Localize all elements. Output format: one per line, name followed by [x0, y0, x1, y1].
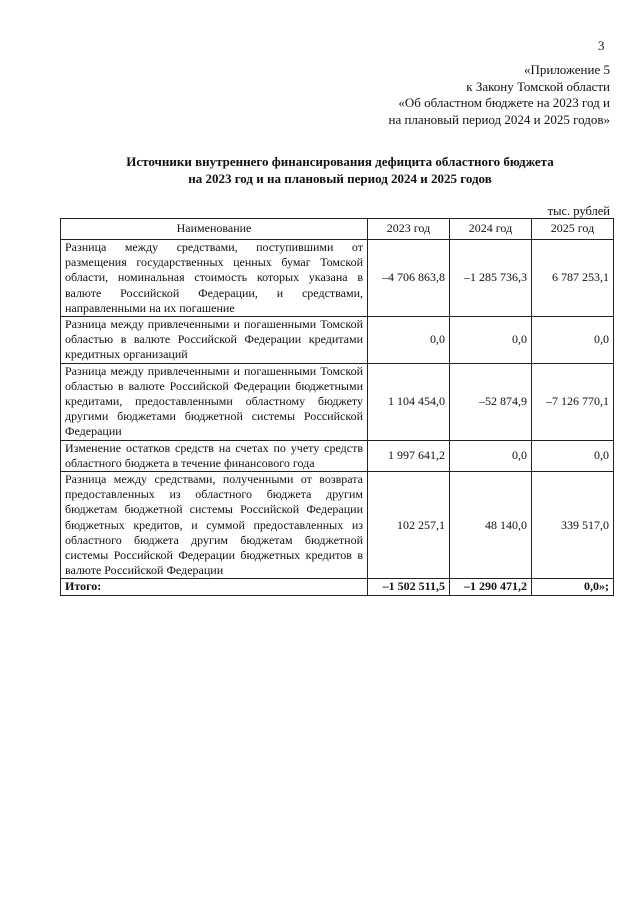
- row-name: Изменение остатков средств на счетах по учету средств областного бюджета в течение финансового года: [61, 440, 368, 471]
- unit-label: тыс. рублей: [547, 204, 610, 218]
- value-2023: 0,0: [368, 317, 450, 364]
- total-2024: –1 290 471,2: [450, 579, 532, 595]
- value-2025: 339 517,0: [532, 472, 614, 579]
- column-header-2023: 2023 год: [368, 219, 450, 240]
- row-name: Разница между привлеченными и погашенными Томской областью в валюте Российской Федерации кредитами кредитных организаций: [61, 317, 368, 364]
- value-2024: 0,0: [450, 440, 532, 471]
- value-2023: 1 104 454,0: [368, 363, 450, 440]
- appendix-line: «Приложение 5: [523, 62, 610, 77]
- appendix-line: на плановый период 2024 и 2025 годов»: [388, 111, 610, 127]
- row-name: Разница между средствами, полученными от возврата предоставленных из областного бюджета другим бюджетам бюджетной системы Российской Федерации бюджетных кредитов, и суммой предоставленных из областного бюджета другим бюджетам бюджетной системы Российской Федерации бюджетных кредитов в валюте Российской Федерации: [61, 472, 368, 579]
- value-2025: –7 126 770,1: [532, 363, 614, 440]
- table-row: [61, 440, 614, 471]
- table-row: [61, 240, 614, 317]
- document-title: [60, 153, 620, 187]
- appendix-line: к Закону Томской области: [466, 78, 610, 94]
- table-row: [61, 363, 614, 440]
- column-header-2025: 2025 год: [532, 219, 614, 240]
- table-header-row: [61, 219, 614, 240]
- value-2025: 6 787 253,1: [532, 240, 614, 317]
- value-2025: 0,0: [532, 317, 614, 364]
- row-name: Разница между привлеченными и погашенными Томской областью в валюте Российской Федерации бюджетными кредитами, предоставленными областному бюджету другими бюджетами бюджетной системы Российской Федерации: [61, 363, 368, 440]
- document-title-line: на 2023 год и на плановый период 2024 и 2025 годов: [188, 171, 492, 186]
- total-label: Итого:: [61, 579, 368, 595]
- value-2024: –1 285 736,3: [450, 240, 532, 317]
- value-2024: –52 874,9: [450, 363, 532, 440]
- document-title-line: Источники внутреннего финансирования дефицита областного бюджета: [126, 154, 554, 169]
- column-header-2024: 2024 год: [450, 219, 532, 240]
- value-2023: 1 997 641,2: [368, 440, 450, 471]
- value-2023: 102 257,1: [368, 472, 450, 579]
- page-number: 3: [598, 38, 605, 53]
- table-row: [61, 472, 614, 579]
- total-row: [61, 579, 614, 595]
- value-2024: 0,0: [450, 317, 532, 364]
- appendix-line: «Об областном бюджете на 2023 год и: [398, 95, 610, 110]
- total-2025: 0,0»;: [532, 579, 614, 595]
- row-name: Разница между средствами, поступившими от размещения государственных ценных бумаг Томской области, номинальная стоимость которых указана в валюте Российской Федерации, и средствами, направленными на их погашение: [61, 240, 368, 317]
- value-2025: 0,0: [532, 440, 614, 471]
- appendix-header: [389, 62, 611, 128]
- total-2023: –1 502 511,5: [368, 579, 450, 595]
- value-2024: 48 140,0: [450, 472, 532, 579]
- column-header-name: Наименование: [61, 219, 368, 240]
- value-2023: –4 706 863,8: [368, 240, 450, 317]
- financing-sources-table: [60, 218, 614, 596]
- table-row: [61, 317, 614, 364]
